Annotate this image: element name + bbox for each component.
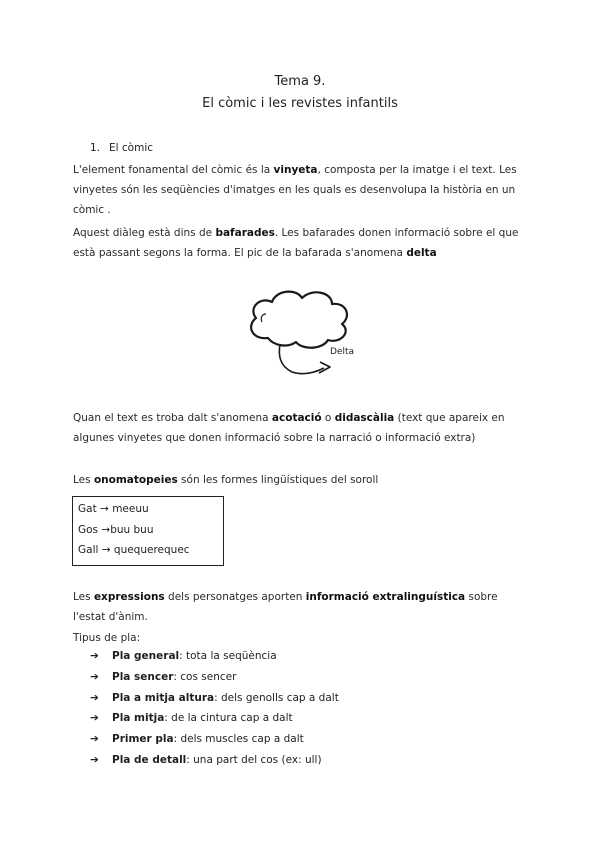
plans-list bbox=[90, 650, 390, 780]
paragraph-bafarades: Aquest diàleg està dins de bafarades. Les bafarades donen informació sobre el que està passant segons la forma. El pic de la bafarada s'anomena delta bbox=[73, 227, 519, 259]
onomatopoeia-box bbox=[72, 496, 224, 566]
arrow-bullet-icon: ➔ bbox=[90, 712, 99, 724]
arrow-bullet-icon: ➔ bbox=[90, 733, 99, 745]
list-item: ➔ Pla de detall: una part del cos (ex: ull) bbox=[90, 754, 322, 766]
document-subtitle: El còmic i les revistes infantils bbox=[202, 96, 398, 111]
arrow-bullet-icon: ➔ bbox=[90, 692, 99, 704]
paragraph-onomatopeies: Les onomatopeies són les formes lingüístiques del soroll bbox=[73, 474, 379, 486]
section-number: 1. bbox=[90, 142, 101, 154]
section-heading: El còmic bbox=[109, 142, 154, 154]
plans-heading: Tipus de pla: bbox=[73, 632, 141, 644]
list-item: ➔ Pla general: tota la seqüència bbox=[90, 650, 277, 662]
onomatopoeia-row: Gall → quequerequec bbox=[78, 544, 190, 556]
speech-bubble-figure bbox=[240, 282, 380, 382]
onomatopoeia-row: Gos →buu buu bbox=[78, 524, 154, 536]
list-item: ➔ Primer pla: dels muscles cap a dalt bbox=[90, 733, 304, 745]
document-title: Tema 9. bbox=[274, 74, 326, 89]
arrow-bullet-icon: ➔ bbox=[90, 671, 99, 683]
speech-bubble-cloud-icon bbox=[240, 282, 380, 382]
list-item: ➔ Pla a mitja altura: dels genolls cap a dalt bbox=[90, 692, 339, 704]
arrow-bullet-icon: ➔ bbox=[90, 650, 99, 662]
paragraph-expressions: Les expressions dels personatges aporten informació extralinguística sobre l'estat d'ànim. bbox=[73, 591, 498, 623]
arrow-bullet-icon: ➔ bbox=[90, 754, 99, 766]
list-item: ➔ Pla sencer: cos sencer bbox=[90, 671, 237, 683]
delta-label: Delta bbox=[330, 347, 355, 357]
onomatopoeia-row: Gat → meeuu bbox=[78, 503, 149, 515]
list-item: ➔ Pla mitja: de la cintura cap a dalt bbox=[90, 712, 293, 724]
paragraph-acotacio: Quan el text es troba dalt s'anomena acotació o didascàlia (text que apareix en algunes vinyetes que donen informació sobre la narració o informació extra) bbox=[73, 412, 505, 444]
paragraph-vinyeta: L'element fonamental del còmic és la vinyeta, composta per la imatge i el text. Les vinyetes són les seqüències d'imatges en les quals es desenvolupa la història en un còmic . bbox=[73, 164, 517, 216]
